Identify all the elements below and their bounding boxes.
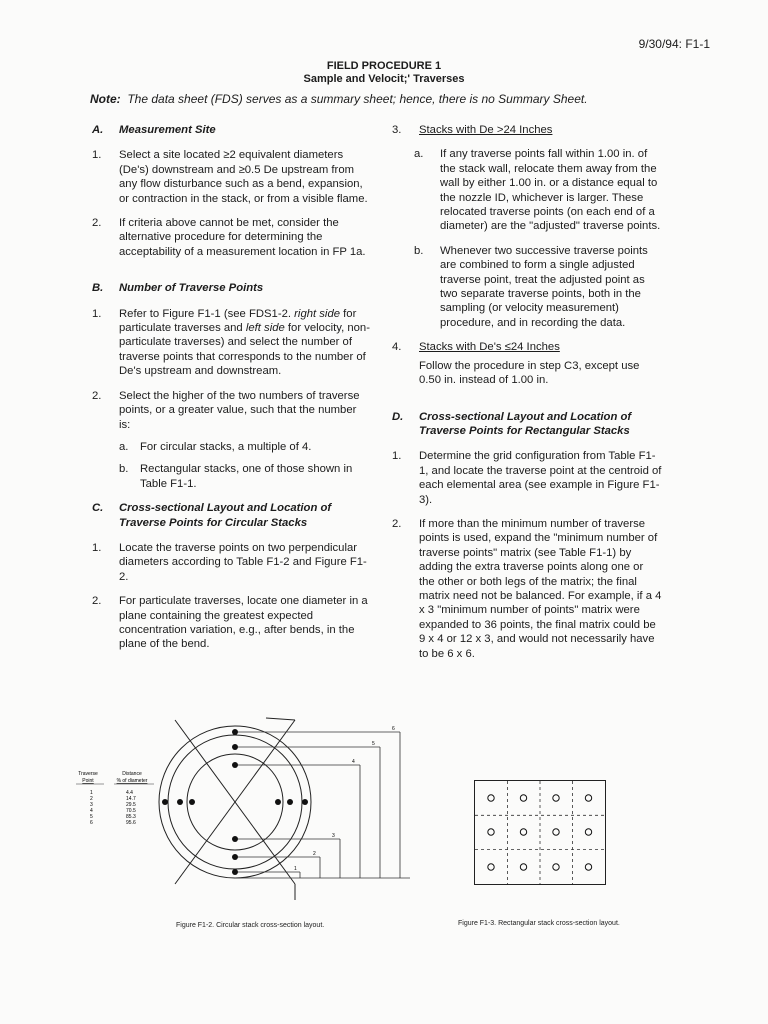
step-body [119,389,370,491]
table-distance: 85.3 [126,814,136,820]
step-text: For particulate traverses, locate one diameter in a plane containing the greatest expected concentration variation, e.g., after bends, in the plane of the bend. [119,595,368,651]
table-distance: 14.7 [126,796,136,802]
left-column [92,123,370,662]
note [90,92,588,106]
step-b2a: a. For circular stacks, a multiple of 4. [119,440,312,453]
figure-f1-3-caption: Figure F1-3. Rectangular stack cross-section layout. [458,920,620,927]
step-number: 1. [92,149,102,162]
step-text: Determine the grid configuration from Table F1-1, and locate the traverse point at the centroid of each elemental area (see example in Figure F1-3). [419,450,662,506]
table-header-distance-l1: Distance [122,771,142,777]
table-distance: 95.6 [126,820,136,826]
table-distance: 29.5 [126,802,136,808]
table-header-distance-l2: % of diameter [116,778,148,784]
step-number: 2. [92,595,102,608]
section-d-label: D. [392,410,404,423]
section-d-title: Cross-sectional Layout and Location of Traverse Points for Rectangular Stacks [419,410,632,437]
step-number: 1. [92,307,102,320]
dimension-label: 4 [352,759,355,765]
step-d1 [392,449,662,507]
step-number: 2. [92,389,102,402]
step-c2 [92,594,370,652]
step-c3a: a. If any traverse points fall within 1.00 in. of the stack wall, relocate them away from the wall by either 1.00 in. or a distance equal to the nozzle ID, whichever is larger. These relocated traverse points (on each end of a diameter) are the "adjusted" traverse points. [414,148,661,233]
section-b-title: Number of Traverse Points [119,282,264,295]
page-date-code: 9/30/94: F1-1 [638,37,710,51]
note-text: The data sheet (FDS) serves as a summary sheet; hence, there is no Summary Sheet. [127,92,588,106]
dimension-label: 5 [372,741,375,747]
step-d2 [392,517,662,661]
step-number: 1. [392,450,402,463]
step-c1 [92,541,370,584]
step-c3b: b. Whenever two successive traverse points are combined to form a single adjusted traverse point, treat the adjusted point as two separate traverse points, both in the sampling (or velocity measurement) procedure, and in recording the data. [414,244,648,329]
dimension-label: 3 [332,833,335,839]
step-number: 1. [92,541,102,554]
step-text: Locate the traverse points on two perpendicular diameters according to Table F1-2 and Figure F1-2. [119,541,367,583]
section-d-heading [392,410,662,439]
table-distance: 70.5 [126,808,136,814]
step-a1 [92,148,370,206]
step-b2 [92,389,370,491]
table-header-point-l1: Traverse [78,771,98,777]
procedure-title: FIELD PROCEDURE 1 [326,60,442,72]
table-point: 4 [90,808,93,814]
section-a-title: Measurement Site [119,124,216,136]
note-label: Note: [90,92,121,106]
table-distance: 4.4 [126,790,133,796]
step-number: 2. [92,217,102,230]
step-text: Select a site located ≥2 equivalent diameters (De's) downstream and ≥0.5 De upstream from any flow disturbance such as a bend, expansion, or contraction in the stack, or from a visible flame. [119,149,368,205]
rectangular-stack-figure [474,780,606,885]
right-column [392,123,662,671]
step-text: If criteria above cannot be met, consider the alternative procedure for determining the acceptability of a measurement location in FP 1a. [119,217,366,258]
procedure-subtitle: Sample and Velocit;' Traverses [303,73,465,85]
table-point: 1 [90,790,93,796]
section-c-label: C. [92,502,104,515]
table-header-point-l2: Point [82,778,94,784]
step-text: If more than the minimum number of traverse points is used, expand the "minimum number of traverse points" matrix (see Table F1-1) by adding the extra traverse points along one or the other or both legs of the matrix; the final matrix need not be balanced. For example, if a 4 x 3 "minimum number of points" matrix were expanded to 36 points, the final matrix could be 9 x 4 or 12 x 3, and would not necessarily have to be 6 x 6. [419,517,662,660]
section-c-title: Cross-sectional Layout and Location of Traverse Points for Circular Stacks [119,502,332,529]
dimension-label: 1 [294,866,297,872]
table-point: 3 [90,802,93,808]
figure-f1-2-caption: Figure F1-2. Circular stack cross-section layout. [176,922,325,929]
dimension-label: 6 [392,726,395,732]
step-text: Refer to Figure F1-1 (see FDS1-2. right side for particulate traverses and left side for velocity, non-particulate traverses) and select the number of traverse points that corresponds to the number of De's upstream and downstream. [119,307,370,378]
step-a2 [92,216,370,259]
dimension-label: 2 [313,851,316,857]
table-point: 5 [90,814,93,820]
table-point: 2 [90,796,93,802]
step-number: 2. [392,517,402,530]
section-a-heading [92,123,370,137]
table-point: 6 [90,820,93,826]
section-b-label: B. [92,282,104,295]
section-a-label: A. [92,124,104,136]
section-b-heading [92,281,370,295]
step-b2b: b. Rectangular stacks, one of those shown in Table F1-1. [119,463,353,490]
step-text: Select the higher of the two numbers of traverse points, or a greater value, such that the number is: [119,389,360,431]
circular-stack-figure [70,710,420,900]
step-c3-heading: 3. Stacks with De >24 Inches [392,124,553,136]
step-b1 [92,307,370,379]
step-c4-body: Follow the procedure in step C3, except use 0.50 in. instead of 1.00 in. [419,359,640,387]
step-c4-heading: 4. Stacks with De's ≤24 Inches [392,341,560,354]
section-c-heading [92,501,370,530]
